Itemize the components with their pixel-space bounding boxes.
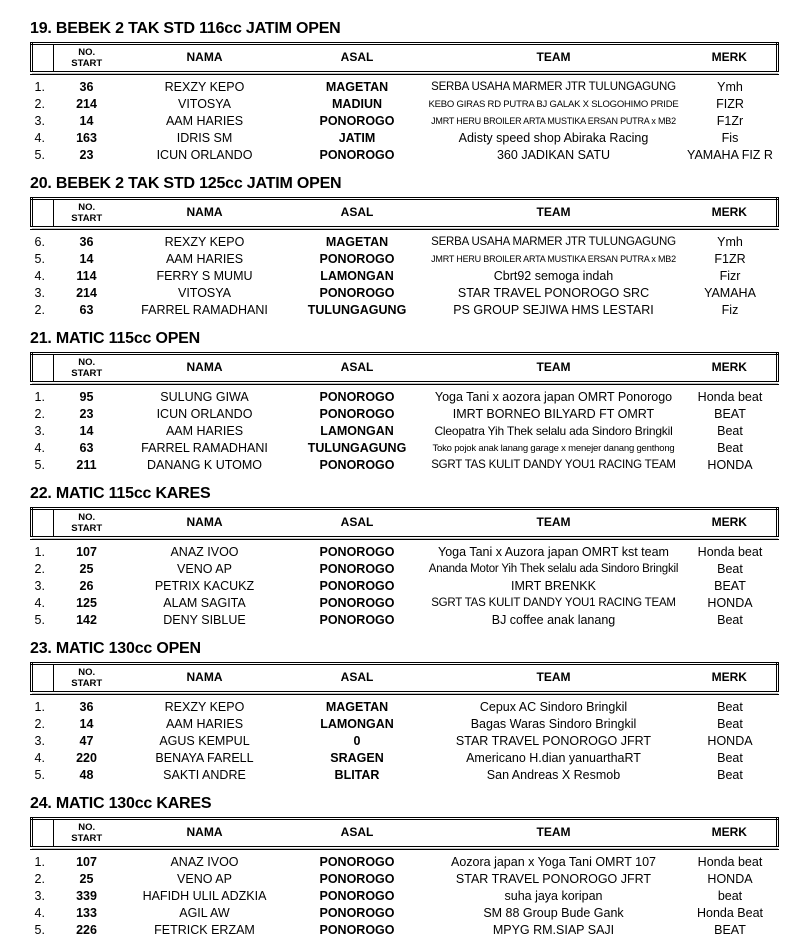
entry-table	[30, 197, 779, 319]
row-number: 3.	[34, 424, 45, 438]
row-number: 1.	[34, 855, 45, 869]
col-start-line2: START	[71, 368, 103, 379]
start-number: 339	[76, 889, 97, 903]
origin: MAGETAN	[325, 80, 389, 94]
rider-name: ICUN ORLANDO	[156, 407, 253, 421]
row-number: 2.	[34, 97, 45, 111]
entry-row	[32, 888, 778, 905]
row-number: 2.	[34, 717, 45, 731]
team-name: IMRT BORNEO BILYARD FT OMRT	[452, 407, 655, 421]
table-header	[32, 509, 778, 539]
rider-name: AGUS KEMPUL	[159, 734, 250, 748]
brand: Ymh	[717, 80, 743, 94]
entry-row	[32, 130, 778, 147]
brand: Beat	[717, 613, 743, 627]
start-number: 214	[76, 97, 97, 111]
col-start-line1: NO.	[78, 357, 96, 368]
rider-name: ANAZ IVOO	[170, 545, 239, 559]
col-merk: MERK	[683, 819, 778, 849]
brand: F1Zr	[716, 114, 744, 128]
origin: JATIM	[338, 131, 376, 145]
header-row	[32, 199, 778, 229]
entry-row	[32, 905, 778, 922]
team-name: BJ coffee anak lanang	[491, 613, 616, 627]
brand: HONDA	[707, 458, 753, 472]
start-number: 26	[79, 579, 94, 593]
row-number: 3.	[34, 734, 45, 748]
team-name: San Andreas X Resmob	[486, 768, 621, 782]
brand: HONDA	[707, 872, 753, 886]
header-row	[32, 819, 778, 849]
corner-cell	[32, 199, 54, 229]
rider-name: IDRIS SM	[176, 131, 233, 145]
col-start-line1: NO.	[78, 202, 96, 213]
col-asal: ASAL	[290, 44, 425, 74]
header-row	[32, 354, 778, 384]
origin: PONOROGO	[319, 390, 395, 404]
rider-name: FETRICK ERZAM	[154, 923, 255, 937]
race-class-section	[30, 20, 776, 164]
row-number: 4.	[34, 906, 45, 920]
brand: Beat	[717, 751, 743, 765]
col-start	[54, 199, 120, 229]
rider-name: VENO AP	[177, 872, 232, 886]
origin: PONOROGO	[319, 579, 395, 593]
row-number: 5.	[34, 613, 45, 627]
origin: PONOROGO	[319, 906, 395, 920]
col-team: TEAM	[425, 819, 683, 849]
entry-row	[32, 733, 778, 750]
rider-name: AAM HARIES	[165, 424, 244, 438]
entry-row	[32, 113, 778, 130]
start-number: 133	[76, 906, 97, 920]
table-body	[32, 538, 778, 629]
col-nama: NAMA	[120, 44, 290, 74]
start-number: 107	[76, 855, 97, 869]
table-header	[32, 354, 778, 384]
origin: TULUNGAGUNG	[307, 303, 407, 317]
team-name: JMRT HERU BROILER ARTA MUSTIKA ERSAN PUTRA x MB2	[431, 116, 676, 126]
entry-row	[32, 767, 778, 784]
corner-cell	[32, 44, 54, 74]
table-body	[32, 228, 778, 319]
col-nama: NAMA	[120, 509, 290, 539]
entry-row	[32, 612, 778, 629]
col-nama: NAMA	[120, 819, 290, 849]
start-number: 142	[76, 613, 97, 627]
entry-row	[32, 285, 778, 302]
row-number: 2.	[34, 407, 45, 421]
start-number: 14	[79, 114, 94, 128]
team-name: 360 JADIKAN SATU	[496, 148, 610, 162]
team-name: Toko pojok anak lanang garage x menejer danang genthong	[432, 443, 675, 454]
origin: PONOROGO	[319, 458, 395, 472]
table-header	[32, 664, 778, 694]
brand: FIZR	[716, 97, 744, 111]
brand: Honda beat	[697, 390, 763, 404]
origin: MAGETAN	[325, 700, 389, 714]
team-name: MPYG RM.SIAP SAJI	[492, 923, 615, 937]
team-name: JMRT HERU BROILER ARTA MUSTIKA ERSAN PUTRA x MB2	[431, 254, 676, 264]
start-number: 226	[76, 923, 97, 937]
rider-name: REXZY KEPO	[164, 80, 245, 94]
origin: LAMONGAN	[320, 424, 394, 438]
col-start-line2: START	[71, 678, 103, 689]
team-name: Adisty speed shop Abiraka Racing	[458, 131, 649, 145]
col-start	[54, 509, 120, 539]
entry-row	[32, 440, 778, 457]
col-asal: ASAL	[290, 509, 425, 539]
team-name: STAR TRAVEL PONOROGO JFRT	[455, 872, 652, 886]
entry-row	[32, 234, 778, 251]
entry-row	[32, 750, 778, 767]
start-number: 23	[79, 407, 94, 421]
row-number: 6.	[34, 235, 45, 249]
race-class-section	[30, 175, 776, 319]
start-number: 14	[79, 252, 94, 266]
entry-row	[32, 406, 778, 423]
brand: YAMAHA	[704, 286, 756, 300]
brand: HONDA	[707, 596, 753, 610]
brand: F1ZR	[714, 252, 746, 266]
team-name: PS GROUP SEJIWA HMS LESTARI	[453, 303, 654, 317]
team-name: Bagas Waras Sindoro Bringkil	[470, 717, 637, 731]
row-number: 5.	[34, 252, 45, 266]
row-number: 1.	[34, 545, 45, 559]
table-header	[32, 199, 778, 229]
row-number: 5.	[34, 768, 45, 782]
col-team: TEAM	[425, 509, 683, 539]
team-name: Ananda Motor Yih Thek selalu ada Sindoro Bringkil	[428, 563, 679, 575]
brand: Honda beat	[697, 545, 763, 559]
entry-row	[32, 457, 778, 474]
rider-name: VITOSYA	[177, 286, 232, 300]
entry-row	[32, 854, 778, 871]
rider-name: ANAZ IVOO	[170, 855, 239, 869]
row-number: 4.	[34, 269, 45, 283]
brand: Fizr	[719, 269, 741, 283]
col-start	[54, 819, 120, 849]
origin: LAMONGAN	[320, 717, 394, 731]
entry-table	[30, 662, 779, 784]
brand: BEAT	[714, 407, 746, 421]
rider-name: SAKTI ANDRE	[163, 768, 246, 782]
entry-row	[32, 302, 778, 319]
row-number: 5.	[34, 923, 45, 937]
table-body	[32, 73, 778, 164]
entry-row	[32, 423, 778, 440]
corner-cell	[32, 819, 54, 849]
rider-name: VENO AP	[177, 562, 232, 576]
row-number: 5.	[34, 148, 45, 162]
entry-row	[32, 871, 778, 888]
brand: Fiz	[721, 303, 739, 317]
entry-row	[32, 922, 778, 939]
section-title: 21. MATIC 115cc OPEN	[30, 330, 201, 347]
col-merk: MERK	[683, 509, 778, 539]
entry-table	[30, 352, 779, 474]
row-number: 1.	[34, 390, 45, 404]
rider-name: HAFIDH ULIL ADZKIA	[142, 889, 267, 903]
corner-cell	[32, 354, 54, 384]
section-title: 24. MATIC 130cc KARES	[30, 795, 212, 812]
entry-table	[30, 507, 779, 629]
entry-row	[32, 389, 778, 406]
sections-container	[30, 20, 776, 939]
col-start-line2: START	[71, 833, 103, 844]
brand: Ymh	[717, 235, 743, 249]
rider-name: REXZY KEPO	[164, 700, 245, 714]
start-number: 14	[79, 424, 94, 438]
team-name: SM 88 Group Bude Gank	[483, 906, 624, 920]
rider-name: SULUNG GIWA	[160, 390, 249, 404]
origin: TULUNGAGUNG	[307, 441, 407, 455]
col-start-line2: START	[71, 213, 103, 224]
start-number: 95	[79, 390, 94, 404]
race-class-section	[30, 330, 776, 474]
corner-cell	[32, 509, 54, 539]
entry-row	[32, 595, 778, 612]
start-number: 36	[79, 700, 94, 714]
origin: PONOROGO	[319, 889, 395, 903]
col-start	[54, 354, 120, 384]
start-number: 63	[79, 303, 94, 317]
start-number: 114	[76, 269, 97, 283]
corner-cell	[32, 664, 54, 694]
entry-row	[32, 79, 778, 96]
col-start-line1: NO.	[78, 667, 96, 678]
origin: MAGETAN	[325, 235, 389, 249]
col-nama: NAMA	[120, 664, 290, 694]
team-name: suha jaya koripan	[504, 889, 603, 903]
col-asal: ASAL	[290, 354, 425, 384]
brand: BEAT	[714, 579, 746, 593]
row-number: 3.	[34, 579, 45, 593]
rider-name: AGIL AW	[179, 906, 230, 920]
col-start-line1: NO.	[78, 822, 96, 833]
entry-row	[32, 561, 778, 578]
rider-name: AAM HARIES	[165, 252, 244, 266]
entry-row	[32, 268, 778, 285]
col-start	[54, 664, 120, 694]
team-name: Cepux AC Sindoro Bringkil	[479, 700, 628, 714]
row-number: 3.	[34, 286, 45, 300]
origin: PONOROGO	[319, 407, 395, 421]
brand: Beat	[717, 700, 743, 714]
section-title: 20. BEBEK 2 TAK STD 125cc JATIM OPEN	[30, 175, 342, 192]
origin: PONOROGO	[319, 252, 395, 266]
rider-name: FERRY S MUMU	[156, 269, 253, 283]
row-number: 2.	[34, 872, 45, 886]
entry-row	[32, 96, 778, 113]
rider-name: REXZY KEPO	[164, 235, 245, 249]
brand: BEAT	[714, 923, 746, 937]
origin: PONOROGO	[319, 613, 395, 627]
origin: PONOROGO	[319, 148, 395, 162]
race-class-section	[30, 640, 776, 784]
col-merk: MERK	[683, 44, 778, 74]
origin: BLITAR	[334, 768, 380, 782]
brand: beat	[717, 889, 743, 903]
row-number: 3.	[34, 889, 45, 903]
rider-name: DENY SIBLUE	[163, 613, 246, 627]
entry-row	[32, 147, 778, 164]
start-number: 211	[76, 458, 97, 472]
origin: PONOROGO	[319, 596, 395, 610]
team-name: SGRT TAS KULIT DANDY YOU1 RACING TEAM	[431, 459, 676, 471]
team-name: Yoga Tani x Auzora japan OMRT kst team	[438, 545, 669, 559]
col-start	[54, 44, 120, 74]
entry-row	[32, 716, 778, 733]
row-number: 4.	[34, 441, 45, 455]
origin: PONOROGO	[319, 855, 395, 869]
team-name: SGRT TAS KULIT DANDY YOU1 RACING TEAM	[431, 597, 676, 609]
start-number: 25	[79, 872, 94, 886]
col-start-line2: START	[71, 58, 103, 69]
start-number: 47	[79, 734, 94, 748]
origin: PONOROGO	[319, 872, 395, 886]
start-number: 63	[79, 441, 94, 455]
header-row	[32, 664, 778, 694]
col-merk: MERK	[683, 354, 778, 384]
brand: Beat	[717, 562, 743, 576]
team-name: Cbrt92 semoga indah	[493, 269, 614, 283]
table-body	[32, 383, 778, 474]
entry-table	[30, 817, 779, 939]
entry-table	[30, 42, 779, 164]
start-number: 48	[79, 768, 94, 782]
col-merk: MERK	[683, 199, 778, 229]
row-number: 2.	[34, 303, 45, 317]
section-title: 23. MATIC 130cc OPEN	[30, 640, 201, 657]
origin: 0	[353, 734, 361, 748]
start-number: 107	[76, 545, 97, 559]
rider-name: BENAYA FARELL	[155, 751, 254, 765]
entry-row	[32, 251, 778, 268]
col-merk: MERK	[683, 664, 778, 694]
row-number: 4.	[34, 596, 45, 610]
rider-name: PETRIX KACUKZ	[154, 579, 255, 593]
team-name: SERBA USAHA MARMER JTR TULUNGAGUNG	[431, 81, 676, 93]
origin: LAMONGAN	[320, 269, 394, 283]
brand: YAMAHA FIZ R	[687, 148, 773, 162]
section-title: 19. BEBEK 2 TAK STD 116cc JATIM OPEN	[30, 20, 341, 37]
col-start-line2: START	[71, 523, 103, 534]
team-name: STAR TRAVEL PONOROGO JFRT	[455, 734, 652, 748]
rider-name: DANANG K UTOMO	[146, 458, 263, 472]
race-class-section	[30, 485, 776, 629]
origin: SRAGEN	[330, 751, 384, 765]
team-name: Cleopatra Yih Thek selalu ada Sindoro Bringkil	[434, 424, 673, 438]
entry-row	[32, 699, 778, 716]
table-header	[32, 819, 778, 849]
col-nama: NAMA	[120, 354, 290, 384]
rider-name: AAM HARIES	[165, 717, 244, 731]
start-number: 23	[79, 148, 94, 162]
row-number: 4.	[34, 751, 45, 765]
origin: PONOROGO	[319, 562, 395, 576]
entry-row	[32, 578, 778, 595]
table-header	[32, 44, 778, 74]
col-asal: ASAL	[290, 819, 425, 849]
rider-name: FARREL RAMADHANI	[141, 303, 268, 317]
start-number: 214	[76, 286, 97, 300]
row-number: 2.	[34, 562, 45, 576]
row-number: 4.	[34, 131, 45, 145]
start-number: 125	[76, 596, 97, 610]
col-nama: NAMA	[120, 199, 290, 229]
start-number: 163	[76, 131, 97, 145]
brand: Beat	[717, 717, 743, 731]
col-asal: ASAL	[290, 199, 425, 229]
col-team: TEAM	[425, 44, 683, 74]
header-row	[32, 509, 778, 539]
header-row	[32, 44, 778, 74]
row-number: 3.	[34, 114, 45, 128]
start-number: 36	[79, 235, 94, 249]
start-number: 25	[79, 562, 94, 576]
brand: HONDA	[707, 734, 753, 748]
section-title: 22. MATIC 115cc KARES	[30, 485, 211, 502]
origin: PONOROGO	[319, 923, 395, 937]
col-team: TEAM	[425, 199, 683, 229]
rider-name: AAM HARIES	[165, 114, 244, 128]
rider-name: FARREL RAMADHANI	[141, 441, 268, 455]
team-name: Americano H.dian yanuarthaRT	[466, 751, 641, 765]
brand: Beat	[717, 441, 743, 455]
origin: PONOROGO	[319, 286, 395, 300]
col-team: TEAM	[425, 354, 683, 384]
start-number: 36	[79, 80, 94, 94]
team-name: Yoga Tani x aozora japan OMRT Ponorogo	[434, 390, 673, 404]
table-body	[32, 693, 778, 784]
row-number: 1.	[34, 80, 45, 94]
origin: PONOROGO	[319, 114, 395, 128]
brand: Beat	[717, 424, 743, 438]
col-asal: ASAL	[290, 664, 425, 694]
team-name: Aozora japan x Yoga Tani OMRT 107	[450, 855, 656, 869]
entry-row	[32, 544, 778, 561]
row-number: 5.	[34, 458, 45, 472]
col-team: TEAM	[425, 664, 683, 694]
row-number: 1.	[34, 700, 45, 714]
team-name: SERBA USAHA MARMER JTR TULUNGAGUNG	[431, 236, 676, 248]
origin: MADIUN	[332, 97, 382, 111]
team-name: IMRT BRENKK	[511, 579, 596, 593]
team-name: STAR TRAVEL PONOROGO SRC	[457, 286, 650, 300]
brand: Fis	[721, 131, 739, 145]
team-name: KEBO GIRAS RD PUTRA BJ GALAK X SLOGOHIMO PRIDE	[428, 99, 679, 110]
race-class-section	[30, 795, 776, 939]
brand: Honda beat	[697, 855, 763, 869]
start-number: 220	[76, 751, 97, 765]
origin: PONOROGO	[319, 545, 395, 559]
brand: Honda Beat	[696, 906, 764, 920]
rider-name: VITOSYA	[177, 97, 232, 111]
brand: Beat	[717, 768, 743, 782]
table-body	[32, 848, 778, 939]
col-start-line1: NO.	[78, 47, 96, 58]
rider-name: ICUN ORLANDO	[156, 148, 253, 162]
rider-name: ALAM SAGITA	[163, 596, 246, 610]
col-start-line1: NO.	[78, 512, 96, 523]
start-number: 14	[79, 717, 94, 731]
